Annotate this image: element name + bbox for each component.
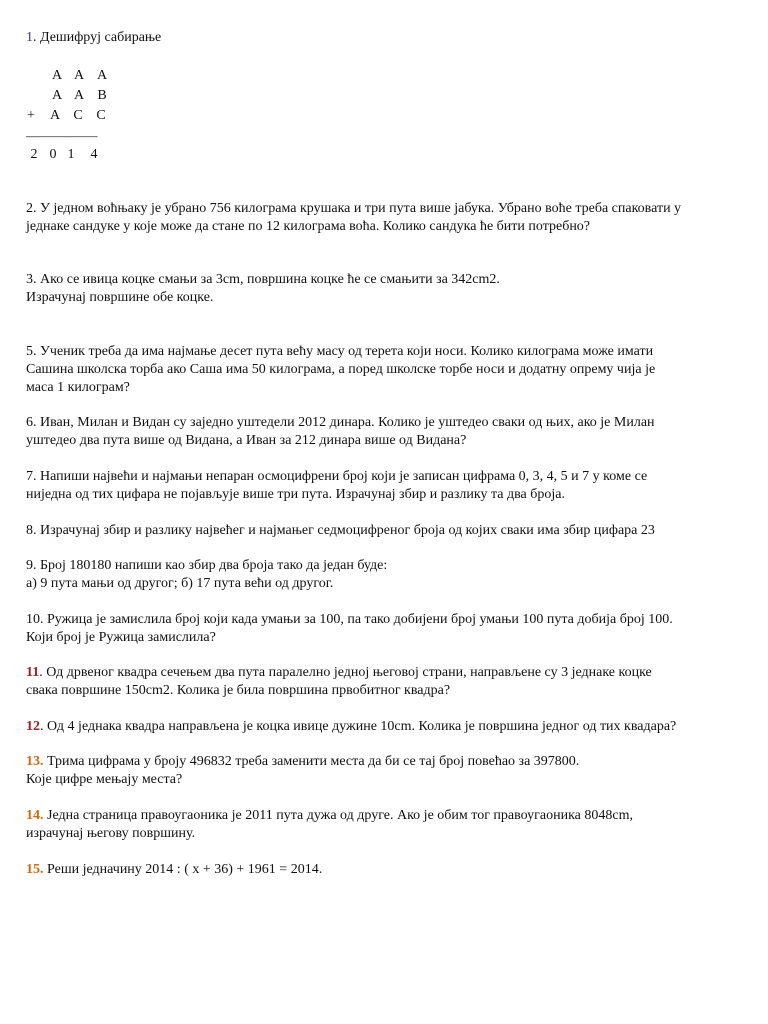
task-line	[26, 664, 746, 682]
result-digit: 2	[30, 147, 38, 162]
task-8	[26, 522, 746, 540]
puzzle-cell: А	[73, 88, 85, 103]
result-digit: 0	[49, 147, 57, 162]
task-line: 8. Израчунај збир и разлику највећег и најмањег седмоцифреног броја од којих сваки има збир цифара 23	[26, 523, 655, 538]
task-15	[26, 861, 746, 879]
task-line: 7. Напиши највећи и најмањи непаран осмоцифрени број који је записан цифрама 0, 3, 4, 5 и 7 у коме се	[26, 469, 648, 484]
puzzle-cell: А	[96, 68, 108, 83]
task-line: ниједна од тих цифара не појављује више три пута. Израчунај збир и разлику та два броја.	[26, 487, 565, 502]
task-line: 2. У једном воћњаку је убрано 756 килограма крушака и три пута више јабука. Убрано воће треба спаковати у	[26, 201, 682, 216]
sum-divider-line: –––––––––––	[26, 128, 98, 143]
task-12	[26, 718, 746, 736]
task-line: . Дешифруј сабирање	[33, 30, 162, 45]
task-line: 3. Ако се ивица коцке смањи за 3cm, површина коцке ће се смањити за 342cm2.	[26, 272, 500, 287]
task-text: Једна страница правоугаоника је 2011 пута дужа од друге. Ако је обим тог правоугаоника 8048cm,	[43, 808, 633, 823]
task-7	[26, 468, 746, 504]
task-line: маса 1 килограм?	[26, 380, 130, 395]
task-line	[26, 807, 746, 825]
task-10	[26, 611, 746, 647]
task-number: 15.	[26, 862, 44, 877]
task-line: Које цифре мењају места?	[26, 772, 183, 787]
task-line	[26, 753, 746, 771]
task-1	[26, 29, 746, 47]
puzzle-cell: А	[73, 68, 85, 83]
task-number: 12	[26, 719, 40, 734]
task-line: израчунај његову површину.	[26, 826, 196, 841]
task-line: Који број је Ружица замислила?	[26, 630, 216, 645]
task-6	[26, 414, 746, 450]
task-line	[26, 718, 746, 736]
task-number: 11	[26, 665, 40, 680]
puzzle-cell: В	[97, 88, 107, 103]
task-5	[26, 343, 746, 397]
task-2	[26, 200, 746, 236]
task-text: . Од дрвеног квадра сечењем два пута паралелно једној његовој страни, направљене су 3 једнаке коцке	[39, 665, 652, 680]
task-13	[26, 753, 746, 789]
task-number: 13.	[26, 754, 44, 769]
task-text: Реши једначину 2014 : ( x + 36) + 1961 = 2014.	[43, 862, 323, 877]
task-line: а) 9 пута мањи од другог; б) 17 пута већи од другог.	[26, 576, 334, 591]
puzzle-cell: А	[49, 108, 61, 123]
task-line: 6. Иван, Милан и Видан су заједно уштедели 2012 динара. Колико је уштедео сваки од њих, ако је Милан	[26, 415, 655, 430]
task-line: 10. Ружица је замислила број који када умањи за 100, па тако добијени број умањи 100 пута добија број 100.	[26, 612, 673, 627]
task-3	[26, 271, 746, 307]
task-text: . Од 4 једнака квадра направљена је коцка ивице дужине 10cm. Колика је површина једног од тих квадара?	[40, 719, 677, 734]
task-line: Сашина школска торба ако Саша има 50 килограма, а поред школске торбе носи и додатну опрему чија је	[26, 362, 656, 377]
task-14	[26, 807, 746, 843]
puzzle-cell: А	[51, 68, 63, 83]
task-text: Трима цифрама у броју 496832 треба заменити места да би се тај број повећао за 397800.	[43, 754, 580, 769]
puzzle-cell: С	[73, 108, 83, 123]
result-digit: 1	[67, 147, 75, 162]
task-line: уштедео два пута више од Видана, а Иван за 212 динара више од Видана?	[26, 433, 467, 448]
result-digit: 4	[90, 147, 98, 162]
task-9	[26, 557, 746, 593]
task-line: 5. Ученик треба да има најмање десет пута већу масу од терета који носи. Колико килограма може имати	[26, 344, 654, 359]
task-line: 9. Број 180180 напиши као збир два броја тако да један буде:	[26, 558, 388, 573]
task-11	[26, 664, 746, 700]
puzzle-cell: А	[51, 88, 63, 103]
task-line: једнаке сандуке у које може да стане по 12 килограма воћа. Колико сандука ће бити потребно?	[26, 219, 591, 234]
task-line: свака површине 150cm2. Колика је била површина првобитног квадра?	[26, 683, 451, 698]
task-number: 14.	[26, 808, 44, 823]
task-1-text	[26, 29, 746, 47]
task-line	[26, 861, 746, 879]
puzzle-cell: С	[96, 108, 106, 123]
task-number: 1	[26, 30, 33, 45]
task-line: Израчунај површине обе коцке.	[26, 290, 214, 305]
plus-sign: +	[27, 108, 35, 123]
